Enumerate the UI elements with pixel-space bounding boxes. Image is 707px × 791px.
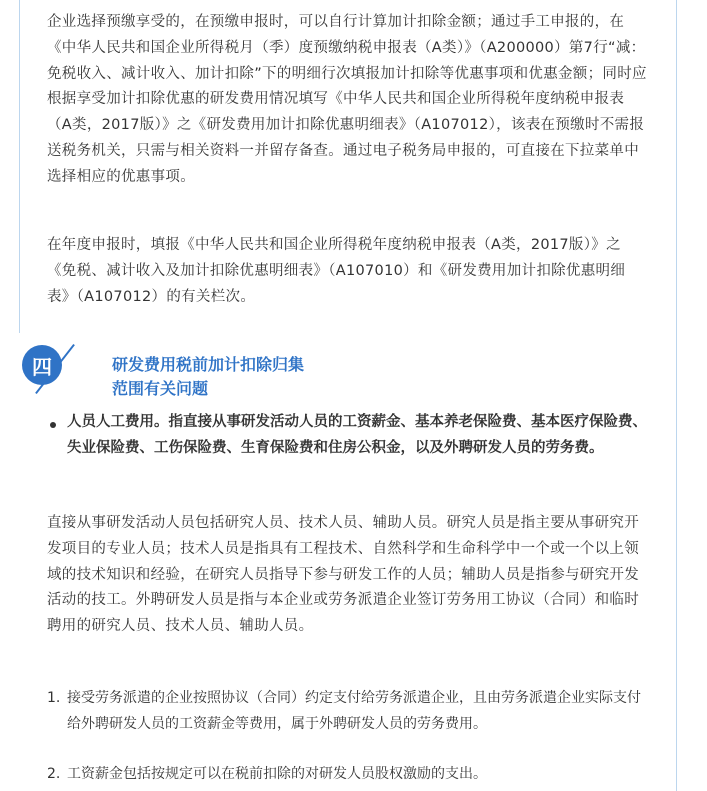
numbered-item-text: 工资薪金包括按规定可以在税前扣除的对研发人员股权激励的支出。 — [67, 766, 487, 782]
numbered-item — [47, 762, 647, 788]
section-title — [112, 353, 304, 401]
paragraph-personnel-definition: 直接从事研发活动人员包括研究人员、技术人员、辅助人员。研究人员是指主要从事研究开发项目的专业人员；技术人员是指具有工程技术、自然科学和生命科学中一个或一个以上领域的技术知识和经验，在研究人员指导下参与研发工作的人员；辅助人员是指参与研究开发活动的技工。外聘研发人员是指与本企业或劳务派遣企业签订劳务用工协议（合同）和临时聘用的研究人员、技术人员、辅助人员。 — [47, 515, 639, 635]
frame-border-right — [676, 0, 677, 791]
paragraph-annual-filing: 在年度申报时，填报《中华人民共和国企业所得税年度纳税申报表（A类，2017版）》之《免税、减计收入及加计扣除优惠明细表》（A107010）和《研发费用加计扣除优惠明细表》（A107012）的有关栏次。 — [47, 237, 626, 305]
bullet-personnel-costs: 人员人工费用。指直接从事研发活动人员的工资薪金、基本养老保险费、基本医疗保险费、失业保险费、工伤保险费、生育保险费和住房公积金，以及外聘研发人员的劳务费。 — [67, 414, 647, 456]
paragraph-prepayment: 企业选择预缴享受的，在预缴申报时，可以自行计算加计扣除金额；通过手工申报的，在《中华人民共和国企业所得税月（季）度预缴纳税申报表（A类）》（A200000）第7行“减：免税收入、减计收入、加计扣除”下的明细行次填报加计扣除等优惠事项和优惠金额；同时应根据享受加计扣除优惠的研发费用情况填写《中华人民共和国企业所得税年度纳税申报表（A类，2017版）》之《研发费用加计扣除优惠明细表》（A107012），该表在预缴时不需报送税务机关，只需与相关资料一并留存备查。通过电子税务局申报的，可直接在下拉菜单中选择相应的优惠事项。 — [47, 14, 647, 185]
section-title-line2: 范围有关问题 — [112, 379, 209, 398]
section-number-badge: 四 — [22, 345, 62, 385]
numbered-item-number: 2. — [47, 766, 61, 782]
numbered-item — [47, 686, 647, 737]
numbered-item-text: 接受劳务派遣的企业按照协议（合同）约定支付给劳务派遣企业，且由劳务派遣企业实际支付给外聘研发人员的工资薪金等费用，属于外聘研发人员的劳务费用。 — [67, 690, 641, 732]
numbered-item-number: 1. — [47, 690, 61, 706]
frame-border-left — [19, 0, 20, 333]
section-title-line1: 研发费用税前加计扣除归集 — [112, 355, 305, 374]
bullet-dot-icon — [50, 422, 56, 428]
